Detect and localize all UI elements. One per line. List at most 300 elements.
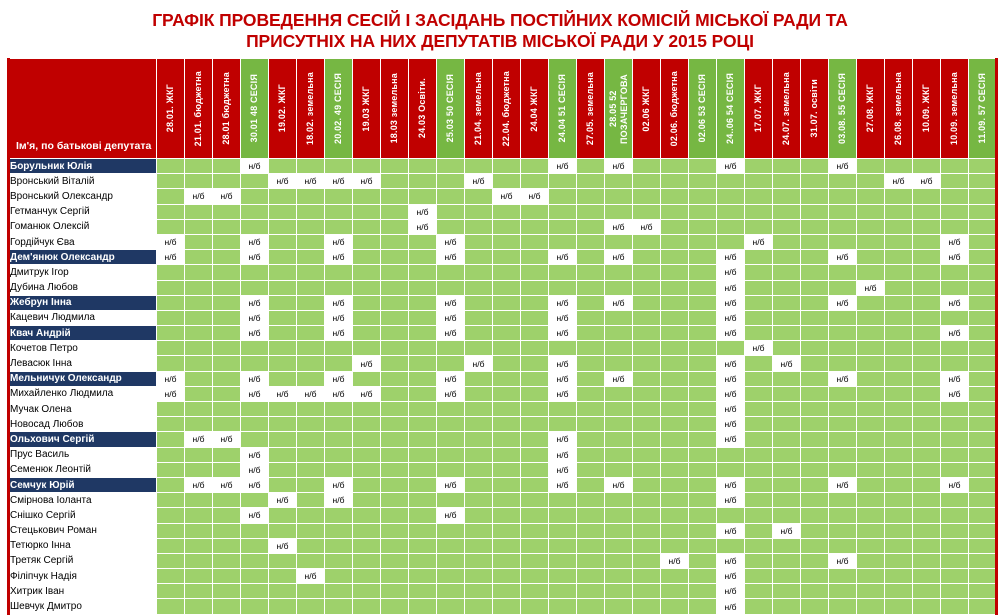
attendance-cell-present — [689, 462, 717, 477]
attendance-cell-present — [157, 493, 185, 508]
attendance-cell-present — [829, 204, 857, 219]
table-row — [9, 447, 997, 462]
absent-mark: н/б — [948, 373, 961, 384]
attendance-cell-present — [437, 417, 465, 432]
attendance-cell-present — [885, 432, 913, 447]
attendance-cell-present — [381, 493, 409, 508]
attendance-cell-present — [941, 569, 969, 584]
attendance-cell-present — [409, 250, 437, 265]
attendance-cell-present — [885, 538, 913, 553]
column-header-event — [969, 59, 997, 159]
attendance-cell-present — [493, 356, 521, 371]
attendance-cell-absent — [717, 371, 745, 386]
attendance-cell-present — [969, 326, 997, 341]
attendance-cell-present — [801, 250, 829, 265]
attendance-cell-present — [465, 386, 493, 401]
deputy-name: Дем'янюк Олександр — [9, 250, 157, 265]
deputy-name: Смірнова Іоланта — [9, 493, 157, 508]
attendance-cell-absent — [549, 295, 577, 310]
attendance-cell-present — [493, 508, 521, 523]
column-header-event — [381, 59, 409, 159]
attendance-cell-present — [745, 174, 773, 189]
attendance-cell-present — [213, 250, 241, 265]
table-row — [9, 402, 997, 417]
attendance-cell-absent — [269, 386, 297, 401]
attendance-cell-present — [885, 523, 913, 538]
attendance-cell-present — [241, 280, 269, 295]
attendance-cell-present — [605, 553, 633, 568]
attendance-cell-present — [549, 523, 577, 538]
column-header-event — [269, 59, 297, 159]
attendance-cell-present — [185, 553, 213, 568]
column-header-name: Ім'я, по батькові депутата — [9, 59, 157, 159]
column-header-label: 30.01 48 СЕСІЯ — [249, 74, 259, 143]
attendance-cell-present — [605, 432, 633, 447]
attendance-cell-present — [325, 447, 353, 462]
attendance-cell-absent — [241, 447, 269, 462]
attendance-cell-present — [465, 159, 493, 174]
deputy-name: Гордійчук Єва — [9, 234, 157, 249]
attendance-cell-present — [633, 310, 661, 325]
absent-mark: н/б — [724, 358, 737, 369]
attendance-cell-present — [689, 417, 717, 432]
attendance-cell-present — [689, 189, 717, 204]
deputy-name: Жебрун Інна — [9, 295, 157, 310]
attendance-cell-present — [941, 402, 969, 417]
attendance-cell-present — [577, 584, 605, 599]
attendance-cell-present — [381, 174, 409, 189]
absent-mark: н/б — [556, 252, 569, 263]
column-header-event — [605, 59, 633, 159]
attendance-cell-present — [801, 584, 829, 599]
column-header-event — [437, 59, 465, 159]
attendance-cell-absent — [353, 174, 381, 189]
attendance-cell-present — [269, 462, 297, 477]
attendance-cell-present — [465, 250, 493, 265]
attendance-cell-present — [745, 310, 773, 325]
absent-mark: н/б — [444, 480, 457, 491]
attendance-cell-present — [521, 159, 549, 174]
attendance-cell-present — [185, 402, 213, 417]
attendance-cell-present — [213, 447, 241, 462]
column-header-label: 27.08. ЖКГ — [865, 84, 875, 133]
attendance-cell-present — [409, 341, 437, 356]
absent-mark: н/б — [500, 191, 513, 202]
attendance-cell-present — [745, 280, 773, 295]
absent-mark: н/б — [556, 373, 569, 384]
attendance-cell-present — [353, 265, 381, 280]
attendance-cell-present — [521, 310, 549, 325]
attendance-cell-present — [157, 174, 185, 189]
attendance-cell-present — [577, 477, 605, 492]
column-header-label: 21.01. бюджетна — [193, 70, 203, 147]
attendance-cell-present — [829, 265, 857, 280]
attendance-cell-present — [773, 234, 801, 249]
absent-mark: н/б — [416, 206, 429, 217]
deputy-name: Мучак Олена — [9, 402, 157, 417]
attendance-cell-present — [549, 219, 577, 234]
attendance-cell-present — [213, 356, 241, 371]
attendance-cell-present — [577, 447, 605, 462]
absent-mark: н/б — [724, 252, 737, 263]
attendance-cell-present — [381, 371, 409, 386]
table-row — [9, 538, 997, 553]
attendance-cell-absent — [325, 493, 353, 508]
attendance-cell-present — [493, 538, 521, 553]
attendance-cell-present — [633, 584, 661, 599]
attendance-cell-present — [717, 447, 745, 462]
attendance-cell-present — [325, 356, 353, 371]
attendance-cell-present — [185, 523, 213, 538]
attendance-cell-present — [885, 280, 913, 295]
attendance-cell-present — [661, 462, 689, 477]
attendance-cell-present — [521, 174, 549, 189]
attendance-cell-present — [773, 584, 801, 599]
absent-mark: н/б — [556, 297, 569, 308]
attendance-cell-present — [269, 280, 297, 295]
attendance-cell-present — [521, 250, 549, 265]
attendance-cell-present — [745, 538, 773, 553]
attendance-cell-present — [521, 402, 549, 417]
attendance-cell-present — [381, 402, 409, 417]
absent-mark: н/б — [556, 328, 569, 339]
attendance-cell-present — [829, 310, 857, 325]
attendance-cell-present — [969, 417, 997, 432]
attendance-cell-present — [409, 371, 437, 386]
attendance-cell-present — [381, 477, 409, 492]
attendance-cell-absent — [549, 250, 577, 265]
column-header-event — [521, 59, 549, 159]
column-header-event — [717, 59, 745, 159]
attendance-cell-present — [157, 265, 185, 280]
attendance-cell-present — [969, 477, 997, 492]
attendance-cell-present — [157, 280, 185, 295]
attendance-cell-present — [633, 189, 661, 204]
attendance-cell-present — [661, 386, 689, 401]
attendance-cell-present — [801, 599, 829, 614]
attendance-cell-absent — [549, 462, 577, 477]
attendance-cell-absent — [745, 341, 773, 356]
attendance-cell-absent — [465, 174, 493, 189]
attendance-cell-present — [885, 584, 913, 599]
column-header-event — [857, 59, 885, 159]
attendance-cell-present — [269, 326, 297, 341]
absent-mark: н/б — [528, 191, 541, 202]
attendance-cell-present — [605, 538, 633, 553]
table-row — [9, 295, 997, 310]
absent-mark: н/б — [248, 388, 261, 399]
attendance-cell-present — [633, 341, 661, 356]
attendance-cell-present — [297, 371, 325, 386]
attendance-cell-present — [689, 402, 717, 417]
column-header-label: 28.01. ЖКГ — [165, 84, 175, 133]
attendance-cell-present — [521, 523, 549, 538]
attendance-cell-present — [493, 447, 521, 462]
attendance-cell-present — [465, 310, 493, 325]
attendance-cell-present — [857, 219, 885, 234]
attendance-cell-present — [269, 523, 297, 538]
attendance-cell-present — [549, 234, 577, 249]
attendance-cell-absent — [941, 250, 969, 265]
attendance-cell-present — [521, 493, 549, 508]
attendance-cell-absent — [633, 219, 661, 234]
attendance-cell-present — [437, 189, 465, 204]
attendance-cell-present — [325, 417, 353, 432]
attendance-cell-present — [185, 417, 213, 432]
attendance-cell-present — [185, 280, 213, 295]
absent-mark: н/б — [248, 328, 261, 339]
attendance-cell-present — [381, 553, 409, 568]
absent-mark: н/б — [864, 282, 877, 293]
column-header-label: 17.07. ЖКГ — [753, 84, 763, 133]
attendance-cell-present — [857, 310, 885, 325]
attendance-cell-present — [297, 219, 325, 234]
attendance-cell-present — [717, 189, 745, 204]
attendance-cell-present — [773, 402, 801, 417]
column-header-label: 11.09. 57 СЕСІЯ — [976, 73, 987, 144]
attendance-cell-present — [969, 508, 997, 523]
attendance-cell-absent — [437, 326, 465, 341]
attendance-cell-present — [773, 295, 801, 310]
attendance-cell-absent — [465, 356, 493, 371]
attendance-cell-present — [157, 553, 185, 568]
column-header-label: 10.09. земельна — [949, 71, 959, 146]
attendance-cell-present — [689, 477, 717, 492]
attendance-cell-present — [773, 341, 801, 356]
column-header-event — [353, 59, 381, 159]
attendance-cell-present — [633, 462, 661, 477]
table-row — [9, 219, 997, 234]
attendance-cell-present — [325, 189, 353, 204]
absent-mark: н/б — [248, 297, 261, 308]
attendance-cell-absent — [549, 371, 577, 386]
attendance-cell-present — [157, 569, 185, 584]
attendance-cell-present — [269, 477, 297, 492]
attendance-cell-present — [661, 204, 689, 219]
attendance-cell-present — [297, 356, 325, 371]
absent-mark: н/б — [724, 282, 737, 293]
attendance-cell-present — [409, 508, 437, 523]
absent-mark: н/б — [668, 555, 681, 566]
attendance-cell-present — [409, 477, 437, 492]
attendance-cell-present — [493, 341, 521, 356]
attendance-cell-absent — [717, 432, 745, 447]
attendance-cell-present — [577, 159, 605, 174]
deputy-name: Вронський Віталій — [9, 174, 157, 189]
attendance-cell-present — [745, 386, 773, 401]
attendance-cell-present — [213, 584, 241, 599]
attendance-cell-present — [465, 234, 493, 249]
attendance-cell-present — [353, 553, 381, 568]
attendance-cell-present — [885, 356, 913, 371]
absent-mark: н/б — [332, 480, 345, 491]
attendance-cell-present — [213, 280, 241, 295]
attendance-cell-present — [661, 538, 689, 553]
attendance-cell-present — [437, 599, 465, 614]
attendance-cell-present — [605, 599, 633, 614]
attendance-cell-present — [437, 493, 465, 508]
attendance-cell-present — [885, 417, 913, 432]
attendance-cell-present — [381, 584, 409, 599]
absent-mark: н/б — [472, 176, 485, 187]
attendance-cell-present — [829, 462, 857, 477]
attendance-cell-present — [409, 356, 437, 371]
attendance-cell-present — [633, 174, 661, 189]
table-header — [9, 59, 997, 159]
attendance-cell-absent — [549, 310, 577, 325]
attendance-cell-present — [857, 386, 885, 401]
absent-mark: н/б — [304, 176, 317, 187]
absent-mark: н/б — [416, 221, 429, 232]
attendance-table — [7, 58, 998, 615]
attendance-cell-present — [969, 493, 997, 508]
attendance-cell-present — [185, 371, 213, 386]
attendance-cell-present — [185, 584, 213, 599]
attendance-cell-present — [913, 584, 941, 599]
absent-mark: н/б — [276, 388, 289, 399]
attendance-cell-present — [381, 219, 409, 234]
absent-mark: н/б — [444, 237, 457, 248]
deputy-name: Снішко Сергій — [9, 508, 157, 523]
absent-mark: н/б — [948, 480, 961, 491]
attendance-cell-present — [549, 402, 577, 417]
attendance-cell-present — [801, 508, 829, 523]
attendance-cell-present — [745, 569, 773, 584]
attendance-cell-present — [521, 447, 549, 462]
attendance-cell-present — [493, 310, 521, 325]
attendance-cell-present — [185, 204, 213, 219]
absent-mark: н/б — [248, 237, 261, 248]
attendance-cell-present — [185, 219, 213, 234]
absent-mark: н/б — [164, 388, 177, 399]
attendance-cell-present — [465, 462, 493, 477]
attendance-cell-present — [297, 462, 325, 477]
column-header-event — [773, 59, 801, 159]
attendance-cell-present — [885, 493, 913, 508]
attendance-cell-present — [745, 402, 773, 417]
attendance-cell-present — [269, 295, 297, 310]
column-header-label: 31.07. освіти — [809, 79, 819, 138]
attendance-cell-present — [185, 599, 213, 614]
attendance-cell-present — [353, 569, 381, 584]
attendance-cell-present — [325, 508, 353, 523]
absent-mark: н/б — [248, 161, 261, 172]
attendance-cell-present — [913, 386, 941, 401]
attendance-cell-present — [829, 219, 857, 234]
attendance-cell-present — [325, 523, 353, 538]
attendance-cell-present — [829, 174, 857, 189]
attendance-cell-present — [241, 356, 269, 371]
attendance-cell-present — [745, 219, 773, 234]
attendance-cell-absent — [717, 599, 745, 614]
attendance-cell-present — [493, 250, 521, 265]
attendance-cell-present — [661, 584, 689, 599]
attendance-cell-present — [689, 432, 717, 447]
attendance-cell-absent — [325, 386, 353, 401]
attendance-cell-absent — [269, 174, 297, 189]
deputy-name: Мельничук Олександр — [9, 371, 157, 386]
attendance-cell-present — [633, 538, 661, 553]
attendance-cell-present — [633, 295, 661, 310]
attendance-cell-present — [801, 447, 829, 462]
table-row — [9, 250, 997, 265]
attendance-cell-present — [549, 599, 577, 614]
attendance-cell-present — [269, 599, 297, 614]
attendance-cell-present — [857, 189, 885, 204]
attendance-cell-absent — [185, 432, 213, 447]
attendance-cell-absent — [717, 523, 745, 538]
attendance-cell-present — [269, 204, 297, 219]
attendance-cell-present — [185, 538, 213, 553]
absent-mark: н/б — [556, 434, 569, 445]
table-row — [9, 523, 997, 538]
attendance-cell-absent — [325, 250, 353, 265]
attendance-cell-present — [689, 159, 717, 174]
attendance-cell-present — [605, 280, 633, 295]
attendance-cell-absent — [297, 386, 325, 401]
attendance-cell-absent — [549, 432, 577, 447]
attendance-cell-present — [213, 508, 241, 523]
attendance-cell-present — [353, 538, 381, 553]
absent-mark: н/б — [836, 480, 849, 491]
absent-mark: н/б — [220, 434, 233, 445]
attendance-cell-present — [857, 569, 885, 584]
deputy-name: Борульник Юлія — [9, 159, 157, 174]
attendance-cell-present — [969, 386, 997, 401]
attendance-cell-present — [913, 326, 941, 341]
attendance-cell-present — [493, 204, 521, 219]
attendance-cell-present — [633, 432, 661, 447]
attendance-cell-present — [157, 326, 185, 341]
attendance-cell-present — [577, 599, 605, 614]
absent-mark: н/б — [192, 191, 205, 202]
attendance-cell-present — [297, 310, 325, 325]
absent-mark: н/б — [724, 419, 737, 430]
attendance-cell-present — [157, 295, 185, 310]
attendance-cell-present — [465, 599, 493, 614]
attendance-cell-present — [241, 204, 269, 219]
absent-mark: н/б — [556, 388, 569, 399]
deputy-name: Ольхович Сергій — [9, 432, 157, 447]
attendance-cell-present — [521, 341, 549, 356]
attendance-cell-present — [913, 310, 941, 325]
attendance-cell-present — [633, 356, 661, 371]
absent-mark: н/б — [444, 252, 457, 263]
deputy-name: Кочетов Петро — [9, 341, 157, 356]
attendance-cell-present — [801, 569, 829, 584]
attendance-cell-present — [465, 447, 493, 462]
attendance-cell-present — [941, 523, 969, 538]
attendance-cell-present — [773, 189, 801, 204]
attendance-cell-present — [409, 402, 437, 417]
attendance-cell-present — [269, 569, 297, 584]
attendance-cell-present — [409, 189, 437, 204]
attendance-cell-present — [213, 174, 241, 189]
attendance-cell-present — [745, 204, 773, 219]
table-row — [9, 493, 997, 508]
attendance-cell-present — [381, 417, 409, 432]
attendance-cell-present — [829, 189, 857, 204]
attendance-cell-present — [885, 508, 913, 523]
attendance-cell-present — [269, 417, 297, 432]
attendance-cell-present — [521, 432, 549, 447]
attendance-cell-present — [633, 493, 661, 508]
attendance-cell-present — [801, 341, 829, 356]
attendance-cell-present — [717, 174, 745, 189]
attendance-cell-present — [213, 599, 241, 614]
column-header-event — [829, 59, 857, 159]
attendance-cell-present — [297, 477, 325, 492]
